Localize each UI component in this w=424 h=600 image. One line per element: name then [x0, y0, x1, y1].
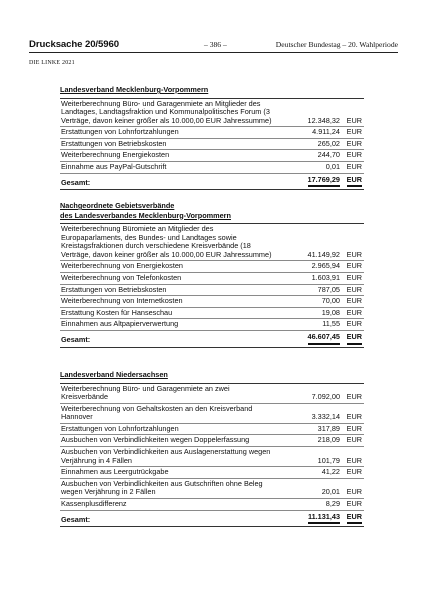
row-description: Einnahmen aus Leergutrückgabe	[61, 467, 169, 477]
table-row	[60, 139, 364, 151]
row-currency: EUR	[346, 423, 362, 433]
row-amount: 7.092,00	[311, 392, 340, 402]
page-header	[29, 38, 398, 53]
total-amount: 11.131,43	[308, 513, 340, 525]
table-row	[60, 319, 364, 331]
section-title-line: des Landesverbandes Mecklenburg-Vorpommern	[60, 210, 231, 220]
row-amount: 265,02	[317, 138, 340, 148]
row-currency: EUR	[346, 487, 362, 497]
row-currency: EUR	[346, 455, 362, 465]
row-amount: 4.911,24	[312, 127, 340, 137]
row-description: Weiterberechnung Büro- und Garagenmiete an zwei Kreisverbände	[61, 383, 230, 402]
section-title-line: Landesverband Niedersachsen	[60, 370, 168, 379]
table-row	[60, 479, 364, 499]
table-row	[60, 127, 364, 139]
total-currency: EUR	[347, 333, 362, 345]
row-description: Ausbuchen von Verbindlichkeiten aus Auslagenerstattung wegen Verjährung in 4 Fällen	[61, 447, 271, 465]
page-number: – 386 –	[204, 40, 227, 49]
total-row	[60, 511, 364, 528]
row-description: Weiterberechnung Büromiete an Mitglieder des Europaparlaments, des Bundes- und Landtages sowie Kreistagsfraktionen durch verschiedene Kreisverbände (18 Verträge, davon keiner größer als 10.000,00 EUR Jahressumme)	[61, 224, 272, 259]
table-row	[60, 435, 364, 447]
table-row	[60, 404, 364, 424]
row-currency: EUR	[346, 307, 362, 317]
table-row	[60, 308, 364, 320]
table-row	[60, 296, 364, 308]
row-amount: 12.348,32	[307, 115, 340, 125]
row-amount: 3.332,14	[311, 412, 340, 422]
publisher-label: Deutscher Bundestag – 20. Wahlperiode	[275, 40, 398, 49]
row-amount: 41.149,92	[307, 249, 340, 259]
table-row	[60, 285, 364, 297]
row-currency: EUR	[346, 138, 362, 148]
total-amount: 46.607,45	[308, 333, 340, 345]
table-row	[60, 99, 364, 128]
row-description: Ausbuchen von Verbindlichkeiten wegen Doppelerfassung	[61, 435, 250, 445]
row-currency: EUR	[346, 284, 362, 294]
table-row	[60, 273, 364, 285]
row-amount: 41,22	[321, 467, 340, 477]
section-title-line: Nachgeordnete Gebietsverbände	[60, 201, 175, 210]
total-amount: 17.769,29	[308, 176, 340, 188]
row-currency: EUR	[346, 162, 362, 172]
table-row	[60, 224, 364, 261]
row-currency: EUR	[346, 261, 362, 271]
row-amount: 8,29	[325, 499, 340, 509]
row-amount: 20,01	[321, 487, 340, 497]
row-currency: EUR	[346, 272, 362, 282]
row-currency: EUR	[346, 115, 362, 125]
total-currency: EUR	[347, 513, 362, 525]
total-label: Gesamt:	[61, 514, 91, 524]
row-amount: 1.603,91	[311, 272, 340, 282]
row-amount: 218,09	[317, 435, 340, 445]
row-currency: EUR	[346, 150, 362, 160]
section-title	[60, 370, 364, 380]
row-description: Weiterberechnung Energiekosten	[61, 150, 170, 160]
row-amount: 2.965,94	[311, 261, 340, 271]
total-label: Gesamt:	[61, 177, 91, 187]
income-table	[60, 223, 364, 348]
section-lv-mv	[60, 85, 364, 190]
section-sub-mv	[60, 201, 364, 348]
row-amount: 0,01	[325, 162, 340, 172]
row-currency: EUR	[346, 127, 362, 137]
row-currency: EUR	[346, 499, 362, 509]
row-description: Weiterberechnung von Internetkosten	[61, 296, 183, 306]
row-currency: EUR	[346, 435, 362, 445]
row-description: Weiterberechnung von Gehaltskosten an den Kreisverband Hannover	[61, 403, 253, 422]
row-description: Erstattungen von Lohnfortzahlungen	[61, 127, 179, 137]
row-currency: EUR	[346, 249, 362, 259]
row-currency: EUR	[346, 412, 362, 422]
row-description: Erstattungen von Betriebskosten	[61, 138, 167, 148]
row-currency: EUR	[346, 319, 362, 329]
row-currency: EUR	[346, 467, 362, 477]
row-currency: EUR	[346, 296, 362, 306]
total-label: Gesamt:	[61, 334, 91, 344]
table-row	[60, 261, 364, 273]
row-amount: 19,08	[321, 307, 340, 317]
table-row	[60, 499, 364, 511]
row-amount: 70,00	[321, 296, 340, 306]
document-number: Drucksache 20/5960	[29, 39, 119, 50]
row-description: Einnahmen aus Altpapierverwertung	[61, 319, 179, 329]
row-amount: 244,70	[317, 150, 340, 160]
table-row	[60, 162, 364, 174]
row-amount: 11,55	[322, 319, 340, 329]
row-amount: 787,05	[317, 284, 340, 294]
section-lv-nds	[60, 370, 364, 527]
row-amount: 101,79	[317, 455, 340, 465]
section-title-line: Landesverband Mecklenburg-Vorpommern	[60, 85, 209, 94]
section-title	[60, 201, 364, 220]
table-row	[60, 424, 364, 436]
section-title	[60, 85, 364, 95]
row-description: Kassenplusdifferenz	[61, 499, 127, 509]
row-description: Weiterberechnung von Energiekosten	[61, 261, 183, 271]
row-description: Erstattungen von Betriebskosten	[61, 284, 167, 294]
table-row	[60, 384, 364, 404]
income-table	[60, 98, 364, 191]
party-line: DIE LINKE 2021	[29, 60, 75, 66]
row-description: Weiterberechnung von Telefonkosten	[61, 272, 182, 282]
income-table	[60, 383, 364, 528]
row-description: Erstattung Kosten für Hanseschau	[61, 307, 173, 317]
total-currency: EUR	[347, 176, 362, 188]
table-row	[60, 447, 364, 467]
row-description: Erstattungen von Lohnfortzahlungen	[61, 423, 179, 433]
table-row	[60, 467, 364, 479]
row-amount: 317,89	[317, 423, 340, 433]
row-description: Weiterberechnung Büro- und Garagenmiete an Mitglieder des Landtages, Landtagsfraktion und Kommunalpolitisches Forum (3 Verträge, davon keiner größer als 10.000,00 EUR Jahressumme)	[61, 98, 272, 125]
total-row	[60, 331, 364, 348]
table-row	[60, 150, 364, 162]
total-row	[60, 174, 364, 191]
row-description: Ausbuchen von Verbindlichkeiten aus Gutschriften ohne Beleg wegen Verjährung in 2 Fällen	[61, 478, 263, 497]
row-currency: EUR	[346, 392, 362, 402]
row-description: Einnahme aus PayPal-Gutschrift	[61, 162, 167, 172]
